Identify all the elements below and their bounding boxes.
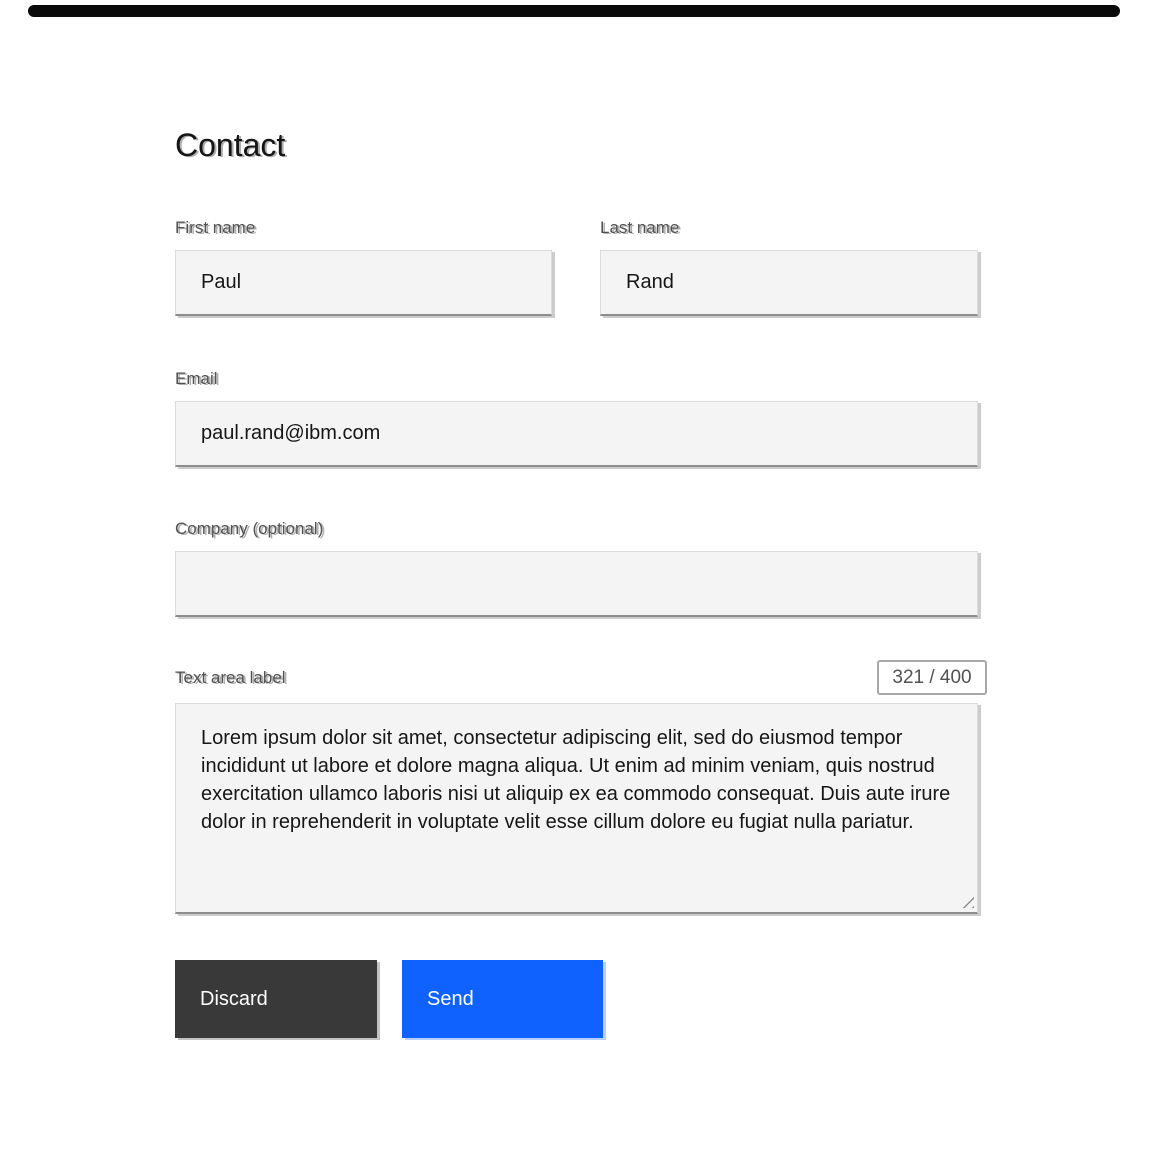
message-textarea[interactable] (175, 703, 978, 914)
company-input[interactable] (175, 551, 978, 617)
company-label: Company (optional) (175, 519, 324, 538)
first-name-label: First name (175, 218, 256, 237)
page-title: Contact (175, 127, 286, 163)
send-button[interactable]: Send (402, 960, 603, 1038)
email-label: Email (175, 369, 218, 388)
textarea-label: Text area label (175, 668, 286, 687)
last-name-label: Last name (600, 218, 680, 237)
last-name-input[interactable] (600, 250, 978, 316)
top-bar (28, 5, 1120, 17)
first-name-input[interactable] (175, 250, 552, 316)
textarea-container (175, 703, 978, 914)
character-counter-value: 321 / 400 (892, 666, 972, 688)
discard-button[interactable]: Discard (175, 960, 377, 1038)
email-input[interactable] (175, 401, 978, 467)
character-counter (877, 660, 987, 695)
